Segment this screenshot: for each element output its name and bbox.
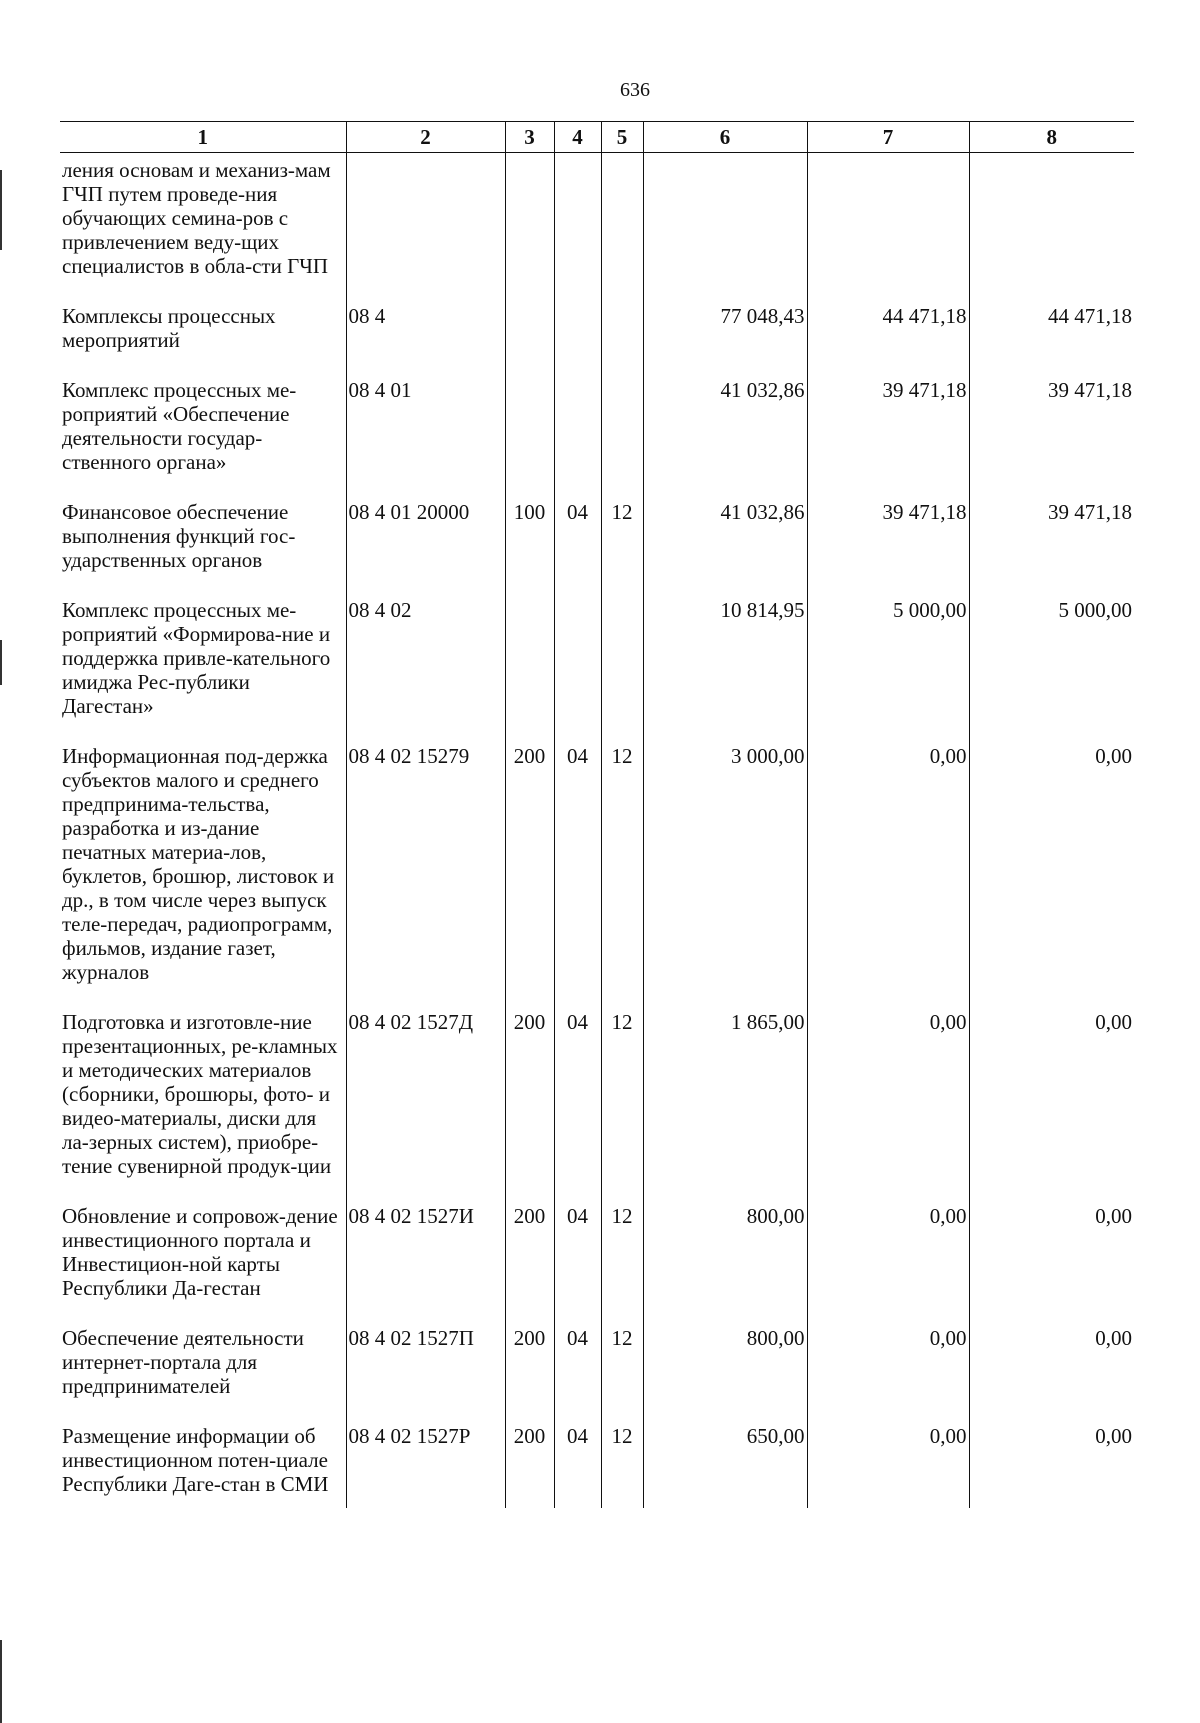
row-value-7: 39 471,18: [807, 378, 969, 500]
row-code: 08 4: [346, 304, 505, 378]
column-header: 2: [346, 122, 505, 153]
row-col5: 12: [601, 500, 643, 598]
row-col3: 200: [505, 1010, 554, 1204]
row-value-7: 39 471,18: [807, 500, 969, 598]
row-name: Комплекс процессных ме-роприятий «Формирова-ние и поддержка привле-кательного имиджа Рес-публики Дагестан»: [60, 598, 346, 744]
row-value-7: 0,00: [807, 1424, 969, 1508]
row-col3: 200: [505, 744, 554, 1010]
row-value-6: 10 814,95: [643, 598, 807, 744]
row-code: 08 4 02 15279: [346, 744, 505, 1010]
row-col3: [505, 304, 554, 378]
row-col5: [601, 153, 643, 305]
row-col3: [505, 378, 554, 500]
row-code: 08 4 02 1527Р: [346, 1424, 505, 1508]
row-value-6: [643, 153, 807, 305]
row-col4: 04: [554, 1424, 601, 1508]
table-row: [60, 1204, 1134, 1326]
row-code: 08 4 02: [346, 598, 505, 744]
row-name: Размещение информации об инвестиционном потен-циале Республики Даге-стан в СМИ: [60, 1424, 346, 1508]
row-col5: 12: [601, 1326, 643, 1424]
page-number: 636: [620, 79, 650, 101]
row-col3: [505, 598, 554, 744]
row-code: 08 4 01 20000: [346, 500, 505, 598]
table-row: [60, 1424, 1134, 1508]
row-value-8: 0,00: [969, 1326, 1134, 1424]
row-col5: [601, 304, 643, 378]
row-col5: 12: [601, 1424, 643, 1508]
header-row: [60, 122, 1134, 153]
row-name: Подготовка и изготовле-ние презентационных, ре-кламных и методических материалов (сборники, брошюры, фото- и видео-материалы, диски для ла-зерных систем), приобре-тение сувенирной продук-ции: [60, 1010, 346, 1204]
row-col3: 100: [505, 500, 554, 598]
row-col4: [554, 378, 601, 500]
row-name: Комплексы процессных мероприятий: [60, 304, 346, 378]
row-col5: 12: [601, 1010, 643, 1204]
column-header: 5: [601, 122, 643, 153]
row-col4: 04: [554, 1010, 601, 1204]
table-row: [60, 1326, 1134, 1424]
table-row: [60, 378, 1134, 500]
row-value-7: 0,00: [807, 1204, 969, 1326]
row-code: 08 4 02 1527П: [346, 1326, 505, 1424]
scan-margin-line: [0, 640, 2, 685]
row-value-8: 44 471,18: [969, 304, 1134, 378]
row-code: 08 4 01: [346, 378, 505, 500]
column-header: 8: [969, 122, 1134, 153]
row-col4: [554, 598, 601, 744]
table-row: [60, 598, 1134, 744]
row-value-8: [969, 153, 1134, 305]
row-value-6: 41 032,86: [643, 500, 807, 598]
row-value-6: 800,00: [643, 1204, 807, 1326]
scan-margin-line: [0, 170, 2, 250]
row-value-7: 44 471,18: [807, 304, 969, 378]
row-col3: 200: [505, 1326, 554, 1424]
row-value-8: 0,00: [969, 1424, 1134, 1508]
row-value-7: 5 000,00: [807, 598, 969, 744]
row-name: Комплекс процессных ме-роприятий «Обеспечение деятельности государ-ственного органа»: [60, 378, 346, 500]
row-col4: 04: [554, 500, 601, 598]
column-header: 3: [505, 122, 554, 153]
table-row: [60, 500, 1134, 598]
row-value-6: 3 000,00: [643, 744, 807, 1010]
row-value-6: 800,00: [643, 1326, 807, 1424]
column-header: 4: [554, 122, 601, 153]
row-name: Обновление и сопровож-дение инвестиционного портала и Инвестицион-ной карты Республики Да-гестан: [60, 1204, 346, 1326]
row-value-7: [807, 153, 969, 305]
budget-table: [60, 121, 1134, 1508]
row-col4: [554, 304, 601, 378]
table-row: [60, 1010, 1134, 1204]
row-value-6: 41 032,86: [643, 378, 807, 500]
row-name: Информационная под-держка субъектов малого и среднего предпринима-тельства, разработка и из-дание печатных материа-лов, буклетов, брошюр, листовок и др., в том числе через выпуск теле-передач, радиопрограмм, фильмов, издание газет, журналов: [60, 744, 346, 1010]
row-col3: [505, 153, 554, 305]
row-col4: 04: [554, 1326, 601, 1424]
row-col5: [601, 378, 643, 500]
row-col4: 04: [554, 1204, 601, 1326]
row-value-8: 5 000,00: [969, 598, 1134, 744]
row-value-8: 39 471,18: [969, 378, 1134, 500]
row-name: ления основам и механиз-мам ГЧП путем проведе-ния обучающих семина-ров с привлечением веду-щих специалистов в обла-сти ГЧП: [60, 153, 346, 305]
row-value-8: 39 471,18: [969, 500, 1134, 598]
row-code: [346, 153, 505, 305]
row-value-8: 0,00: [969, 1010, 1134, 1204]
table-row: [60, 304, 1134, 378]
column-header: 6: [643, 122, 807, 153]
row-col5: 12: [601, 1204, 643, 1326]
column-header: 7: [807, 122, 969, 153]
row-value-6: 650,00: [643, 1424, 807, 1508]
row-value-8: 0,00: [969, 744, 1134, 1010]
row-value-7: 0,00: [807, 1010, 969, 1204]
table-row: [60, 153, 1134, 305]
row-col4: [554, 153, 601, 305]
row-value-8: 0,00: [969, 1204, 1134, 1326]
row-col4: 04: [554, 744, 601, 1010]
row-code: 08 4 02 1527И: [346, 1204, 505, 1326]
scan-margin-line: [0, 1640, 2, 1723]
row-col5: [601, 598, 643, 744]
row-value-7: 0,00: [807, 1326, 969, 1424]
row-code: 08 4 02 1527Д: [346, 1010, 505, 1204]
row-value-7: 0,00: [807, 744, 969, 1010]
row-name: Финансовое обеспечение выполнения функций гос-ударственных органов: [60, 500, 346, 598]
row-col3: 200: [505, 1204, 554, 1326]
row-col5: 12: [601, 744, 643, 1010]
row-value-6: 77 048,43: [643, 304, 807, 378]
column-header: 1: [60, 122, 346, 153]
row-col3: 200: [505, 1424, 554, 1508]
row-value-6: 1 865,00: [643, 1010, 807, 1204]
table-row: [60, 744, 1134, 1010]
row-name: Обеспечение деятельности интернет-портала для предпринимателей: [60, 1326, 346, 1424]
